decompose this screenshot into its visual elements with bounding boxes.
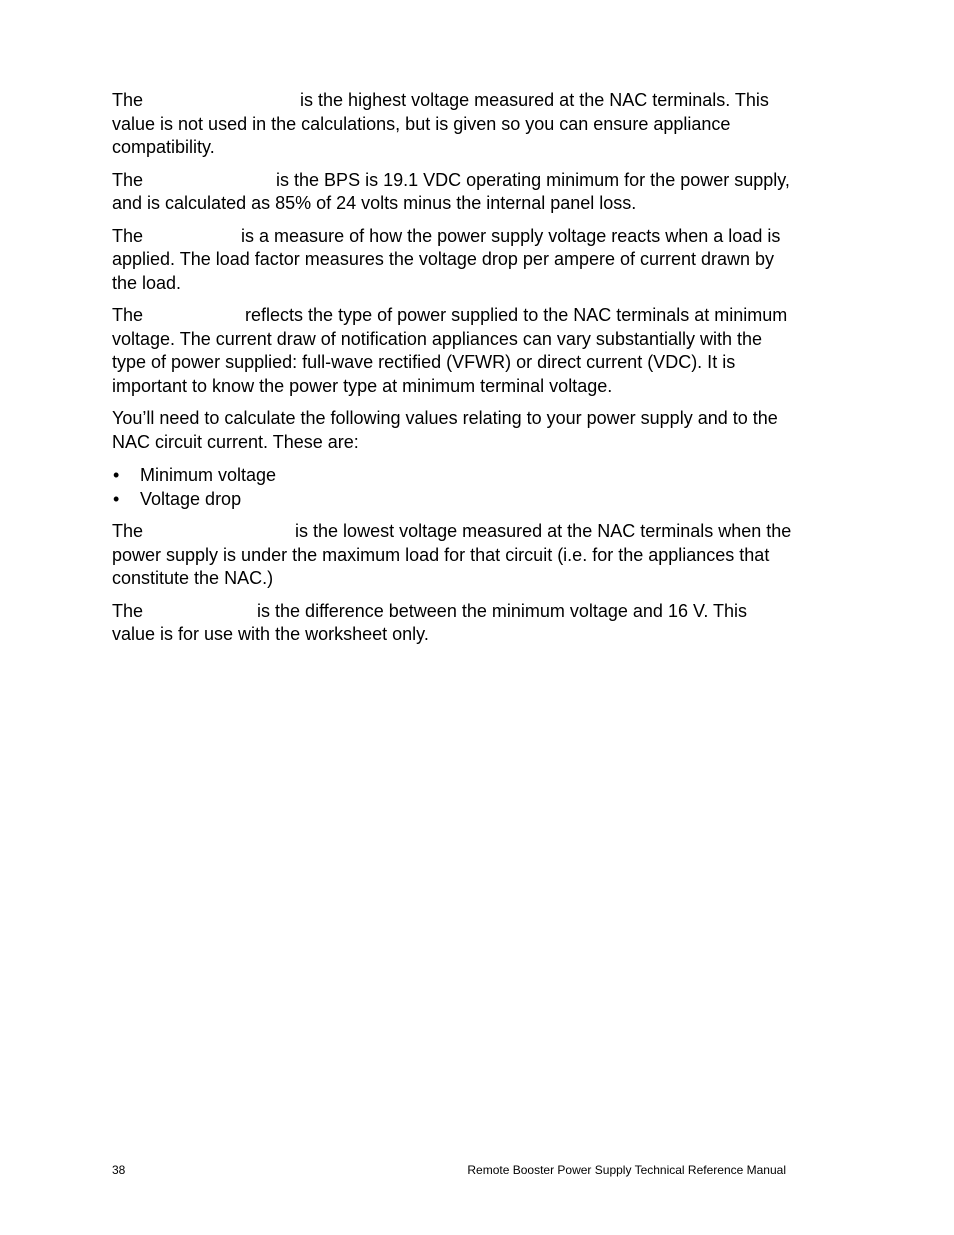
- paragraph-text: is the highest voltage measured at the NAC terminals. This value is not used in the calculations, but is given so you can ensure appliance compatibility.: [112, 90, 769, 157]
- page-number: 38: [112, 1163, 126, 1177]
- bullet-icon: •: [113, 465, 120, 485]
- paragraph-intro: You’ll need to calculate the following values relating to your power supply and to the NAC circuit current. These are:: [112, 408, 778, 452]
- paragraph-text: is a measure of how the power supply voltage reacts when a load is applied. The load factor measures the voltage drop per ampere of current drawn by the load.: [112, 225, 781, 293]
- list-item: [112, 463, 792, 487]
- paragraph-lead: The: [112, 90, 144, 110]
- document-body: [112, 89, 792, 656]
- paragraph-maximum-voltage: [112, 89, 792, 160]
- list-item-label: Voltage drop: [140, 489, 242, 509]
- paragraph-voltage-drop: [112, 600, 792, 647]
- paragraph-lead: The: [112, 600, 144, 621]
- bullet-icon: •: [113, 489, 120, 509]
- paragraph-lead: The: [112, 521, 144, 541]
- paragraph-lead: The: [112, 169, 144, 190]
- paragraph-load-factor: [112, 225, 792, 296]
- paragraph-lead: The: [112, 225, 144, 246]
- manual-title: Remote Booster Power Supply Technical Reference Manual: [467, 1163, 786, 1177]
- paragraph-text: reflects the type of power supplied to the NAC terminals at minimum voltage. The current draw of notification appliances can vary substantially with the type of power supplied: full-wave rectified (VFWR) or direct current (VDC). It is important to know the power type at minimum terminal voltage.: [112, 305, 788, 396]
- paragraph-text: is the BPS is 19.1 VDC operating minimum for the power supply, and is calculated as 85% of 24 volts minus the internal panel loss.: [112, 169, 790, 213]
- paragraph-power-type: [112, 304, 792, 398]
- paragraph-operating-minimum: [112, 169, 792, 216]
- values-list: [112, 463, 792, 511]
- list-item: [112, 487, 792, 511]
- list-item-label: Minimum voltage: [140, 465, 277, 485]
- paragraph-text: is the difference between the minimum voltage and 16 V. This value is for use with the worksheet only.: [112, 600, 747, 644]
- paragraph-text: is the lowest voltage measured at the NAC terminals when the power supply is under the maximum load for that circuit (i.e. for the appliances that constitute the NAC.): [112, 521, 792, 588]
- paragraph-lead: The: [112, 305, 144, 325]
- paragraph-minimum-voltage: [112, 520, 792, 591]
